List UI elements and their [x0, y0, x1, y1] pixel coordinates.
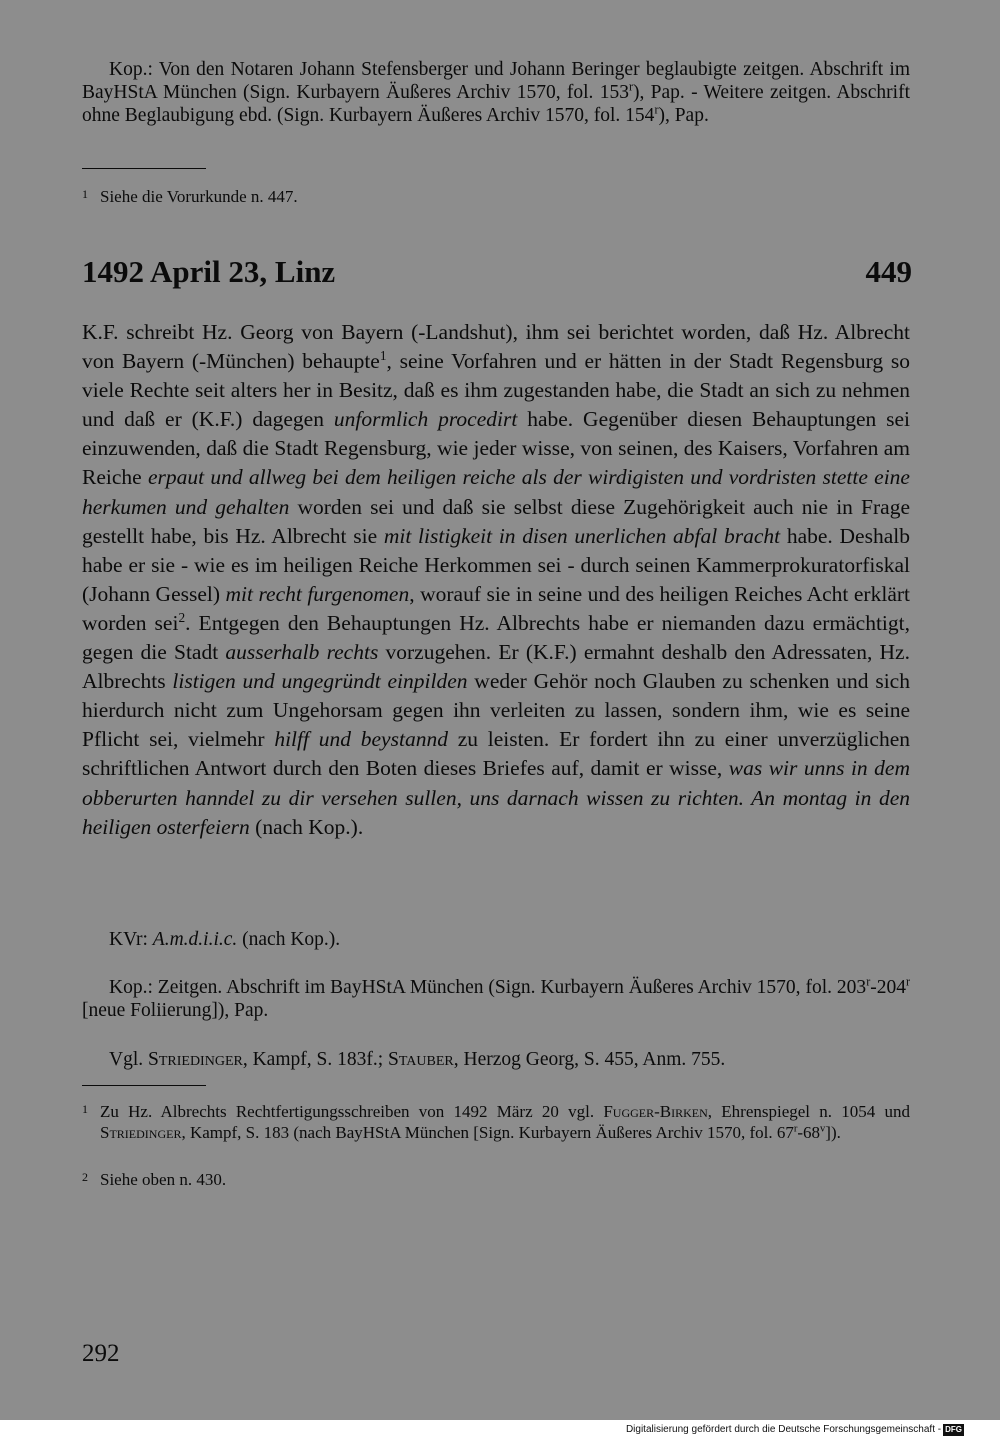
kop-top-sup-1: r — [628, 79, 633, 94]
footnote-2 — [82, 1169, 910, 1190]
entry-number: 449 — [865, 254, 912, 289]
footnote-top — [82, 186, 910, 207]
footnote-1-number: 1 — [82, 1102, 88, 1116]
regest-text: worden sei und daß sie selbst diese Zugehörigkeit auch nie in Frage gestellt habe, bis Hz. Albrecht sie — [82, 494, 911, 548]
footnote-2-text: Siehe oben n. 430. — [100, 1170, 227, 1189]
kop-top-paragraph — [82, 58, 910, 127]
footnote-1-sup-1: r — [793, 1123, 798, 1135]
footnote-1-text-part: , Kampf, S. 183 (nach BayHStA München [Sign. Kurbayern Äußeres Archiv 1570, fol. 67 — [181, 1123, 794, 1142]
regest-text: , worauf sie in seine und des heiligen Reiches Acht erklärt worden sei — [82, 581, 910, 635]
regest-quote: listigen und ungegründt einpilden — [172, 669, 468, 694]
footnote-1-text-part: , Ehrenspiegel n. 1054 und — [707, 1102, 911, 1121]
kvr-abbreviation: A.m.d.i.i.c. — [152, 929, 238, 950]
regest-quote: unformlich procedirt — [333, 407, 518, 432]
regest-quote: hilff und beystannd — [274, 727, 448, 752]
footnote-2-number: 2 — [82, 1170, 88, 1184]
kop-bottom-text-3: [neue Foliierung]), Pap. — [82, 1000, 269, 1021]
footnote-rule-top — [82, 168, 206, 169]
vgl-line — [82, 1048, 910, 1071]
regest-quote: ausserhalb rechts — [225, 640, 379, 665]
footnote-ref-1: 1 — [379, 347, 387, 363]
kop-top-text-3: ), Pap. — [658, 105, 709, 126]
regest-quote: mit recht furgenomen — [225, 581, 410, 606]
kvr-rest: (nach Kop.). — [237, 929, 341, 950]
entry-date-place: 1492 April 23, Linz — [82, 254, 336, 289]
page-number: 292 — [82, 1340, 120, 1367]
regest-quote: was wir unns in dem obberurten hanndel zu dir versehen sullen, uns darnach wissen zu richten. An montag in den heiligen osterfeiern — [82, 756, 910, 839]
footnote-1-text-part: -68 — [797, 1123, 821, 1142]
footnote-1-author-2: Striedinger — [100, 1123, 182, 1142]
footnote-1 — [82, 1101, 910, 1143]
footnote-top-number: 1 — [82, 187, 88, 201]
regest-text: habe. Deshalb habe er sie - wie es im heiligen Reiche Herkommen sei - durch seinen Kammerprokuratorfiskal (Johann Gessel) — [82, 523, 910, 606]
footnote-top-text: Siehe die Vorurkunde n. 447. — [100, 187, 298, 206]
regest-text: . Entgegen den Behauptungen Hz. Albrechts habe er niemanden dazu ermächtigt, gegen die Stadt — [82, 610, 910, 665]
regest-text: zu leisten. Er fordert ihn zu einer unverzüglichen schriftlichen Antwort durch den Boten dieses Briefes auf, damit er wisse, — [82, 727, 910, 781]
vgl-ref-1: , Kampf, S. 183f.; — [242, 1049, 388, 1070]
regest-text: K.F. schreibt Hz. Georg von Bayern (-Landshut), ihm sei berichtet worden, daß Hz. Albrecht von Bayern (-München) behaupte — [82, 320, 910, 374]
digitization-credit — [626, 1424, 964, 1436]
regest-text: (nach Kop.). — [249, 814, 364, 839]
kop-bottom-text-2: -204 — [870, 977, 906, 998]
regest-quote: mit listigkeit in disen unerlichen abfal bracht — [383, 523, 781, 548]
dfg-logo: DFG — [945, 1425, 962, 1434]
footnote-1-text — [82, 1101, 910, 1143]
digitization-note: Digitalisierung gefördert durch die Deutsche Forschungsgemeinschaft - — [625, 1424, 942, 1435]
footnote-1-text-part: ]). — [825, 1123, 841, 1142]
kop-top-sup-2: r — [654, 102, 659, 117]
kop-bottom-text-1: Kop.: Zeitgen. Abschrift im BayHStA München (Sign. Kurbayern Äußeres Archiv 1570, fol. 203 — [109, 977, 867, 998]
vgl-ref-2: , Herzog Georg, S. 455, Anm. 755. — [453, 1049, 726, 1070]
vgl-author-1: Striedinger — [148, 1049, 243, 1070]
kop-bottom-sup-1: r — [866, 974, 871, 989]
kop-bottom-sup-2: r — [905, 974, 910, 989]
regest-text: , seine Vorfahren und er hätten in der Stadt Regensburg so viele Rechte seit alters her in Besitz, daß es ihm zugestanden habe, die Stadt an sich zu nehmen und daß er (K.F.) dagegen — [82, 349, 910, 432]
kvr-label: KVr: — [109, 929, 153, 950]
kop-bottom-paragraph — [82, 976, 910, 1022]
vgl-prefix: Vgl. — [109, 1049, 148, 1070]
regest-quote: erpaut und allweg bei dem heiligen reiche als der wirdigisten und vordristen stette eine herkumen und gehalten — [82, 465, 910, 519]
entry-heading — [82, 252, 912, 292]
regest-paragraph — [82, 318, 910, 842]
footnote-1-author-1: Fugger-Birken — [603, 1102, 708, 1121]
vgl-author-2: Stauber — [388, 1049, 454, 1070]
footnote-rule-bottom — [82, 1085, 206, 1086]
footnote-1-text-part: Zu Hz. Albrechts Rechtfertigungsschreiben von 1492 März 20 vgl. — [100, 1102, 604, 1121]
kvr-line — [82, 928, 910, 951]
footnote-1-sup-2: v — [820, 1123, 826, 1135]
kop-top-text-1: Kop.: Von den Notaren Johann Stefensberger und Johann Beringer beglaubigte zeitgen. Abschrift im BayHStA München (Sign. Kurbayern Äußeres Archiv 1570, fol. 153 — [82, 59, 910, 103]
regest-text: weder Gehör noch Glauben zu schenken und sich hierdurch nicht zum Ungehorsam gegen ihn verleiten zu lassen, sondern ihm, wie es seine Pflicht sei, vielmehr — [82, 669, 910, 752]
footnote-ref-2: 2 — [178, 609, 186, 625]
regest-text: habe. Gegenüber diesen Behauptungen sei einzuwenden, daß die Stadt Regensburg, wie jeder wisse, von seinen, des Kaisers, Vorfahren am Reiche — [82, 407, 911, 490]
regest-text: vorzugehen. Er (K.F.) ermahnt deshalb den Adressaten, Hz. Albrechts — [82, 640, 910, 694]
kop-top-text-2: ), Pap. - Weitere zeitgen. Abschrift ohne Beglaubigung ebd. (Sign. Kurbayern Äußeres Archiv 1570, fol. 154 — [82, 82, 910, 126]
